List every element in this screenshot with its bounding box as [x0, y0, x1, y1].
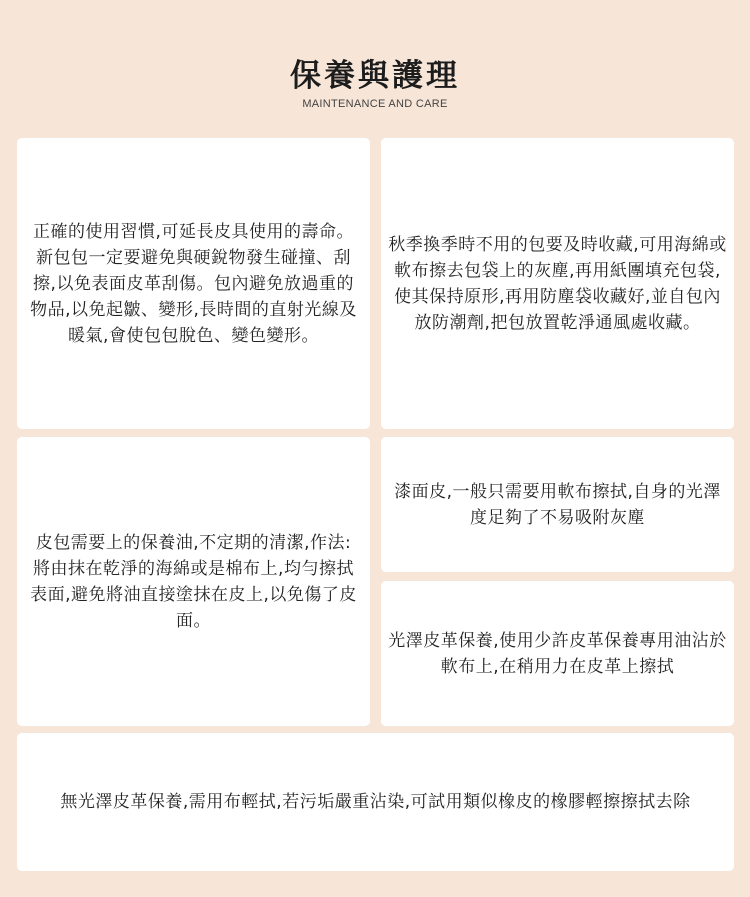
care-card-text: 漆面皮,一般只需要用軟布擦拭,自身的光澤度足夠了不易吸附灰塵: [394, 481, 721, 528]
care-card-text: 無光澤皮革保養,需用布輕拭,若污垢嚴重沾染,可試用類似橡皮的橡膠輕擦擦拭去除: [60, 792, 691, 812]
page-subtitle: MAINTENANCE AND CARE: [302, 98, 448, 110]
care-card-patent-leather: [381, 437, 734, 572]
care-card-matte-leather: [17, 733, 734, 871]
care-card-oil-maintenance: [17, 437, 370, 726]
care-card-text: 皮包需要上的保養油,不定期的清潔,作法:將由抹在乾淨的海綿或是棉布上,均勻擦拭表面,避免將油直接塗抹在皮上,以免傷了皮面。: [30, 532, 357, 631]
care-card-text: 光澤皮革保養,使用少許皮革保養專用油沾於軟布上,在稍用力在皮革上擦拭: [388, 630, 727, 677]
care-card-text: 正確的使用習慣,可延長皮具使用的壽命。新包包一定要避免與硬銳物發生碰撞、刮擦,以免表面皮革刮傷。包內避免放過重的物品,以免起皺、變形,長時間的直射光線及暖氣,會使包包脫色、變色變形。: [30, 221, 357, 346]
care-card-seasonal-storage: [381, 138, 734, 429]
care-card-text: 秋季換季時不用的包要及時收藏,可用海綿或軟布擦去包袋上的灰塵,再用紙團填充包袋,使其保持原形,再用防塵袋收藏好,並自包內放防潮劑,把包放置乾淨通風處收藏。: [388, 234, 727, 333]
page-title: 保養與護理: [290, 58, 460, 94]
care-card-daily-use: [17, 138, 370, 429]
care-card-glossy-leather: [381, 581, 734, 726]
